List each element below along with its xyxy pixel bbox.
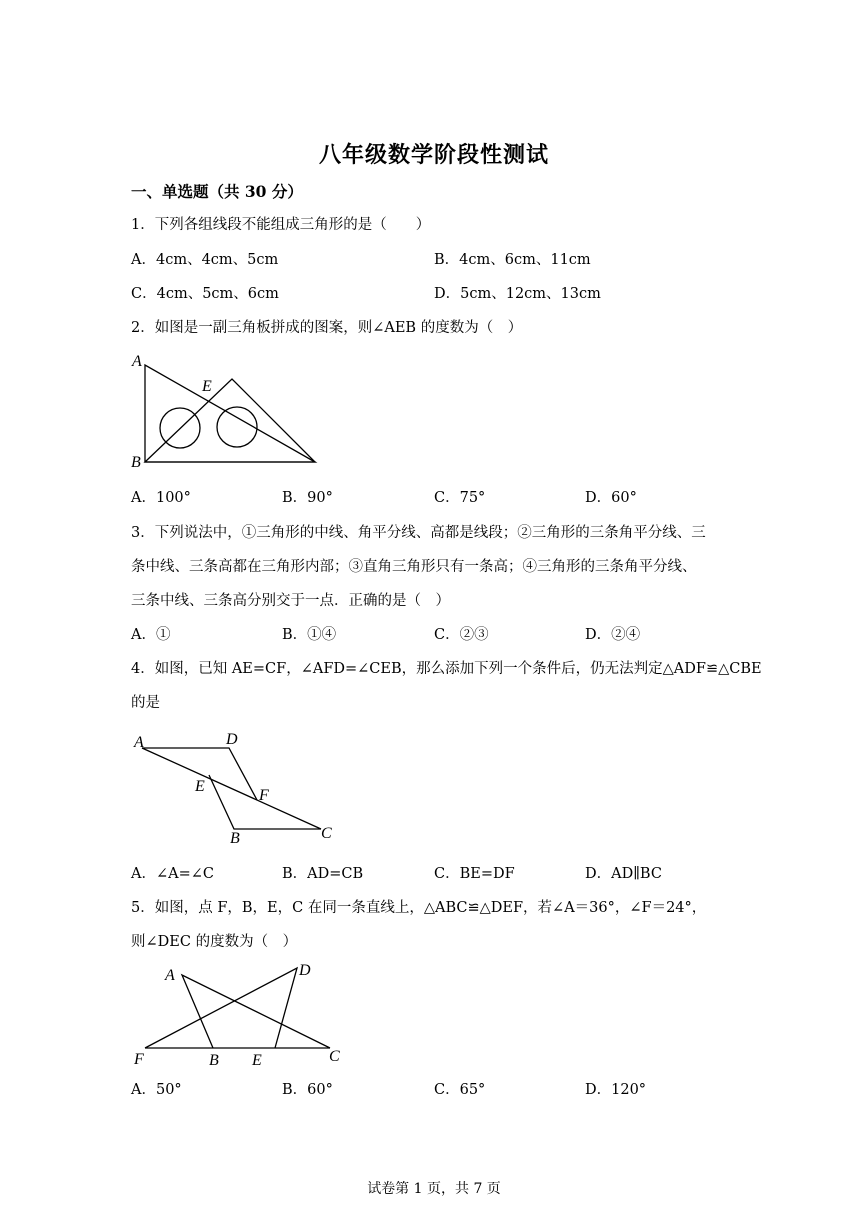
question-4-line-2: 的是 bbox=[131, 695, 160, 711]
q2-option-b: B．90° bbox=[282, 490, 333, 506]
q4-label-a: A bbox=[134, 734, 144, 751]
q4-label-c: C bbox=[321, 825, 332, 842]
question-2-stem: 2．如图是一副三角板拼成的图案，则∠AEB 的度数为（ ） bbox=[131, 320, 523, 336]
q5-option-a: A．50° bbox=[131, 1082, 182, 1098]
q3-option-a: A．① bbox=[131, 627, 171, 643]
q4-option-a: A．∠A=∠C bbox=[131, 866, 214, 882]
q2-triangle-1 bbox=[145, 365, 315, 462]
q2-option-d: D．60° bbox=[585, 490, 637, 506]
question-5-line-1: 5．如图，点 F，B，E，C 在同一条直线上，△ABC≌△DEF，若∠A＝36°，∠F＝24°， bbox=[131, 900, 707, 916]
q5-option-c: C．65° bbox=[434, 1082, 486, 1098]
question-4-line-1: 4．如图，已知 AE=CF，∠AFD=∠CEB，那么添加下列一个条件后，仍无法判定△ADF≌△CBE bbox=[131, 661, 762, 677]
q2-label-a: A bbox=[132, 353, 142, 370]
q4-line-ac bbox=[142, 748, 321, 829]
q1-option-c: C．4cm、5cm、6cm bbox=[131, 286, 279, 302]
q4-option-d: D．AD∥BC bbox=[585, 866, 662, 882]
q5-label-e: E bbox=[252, 1052, 262, 1069]
q4-option-b: B．AD=CB bbox=[282, 866, 364, 882]
q2-triangle-2 bbox=[145, 379, 315, 462]
q4-figure bbox=[125, 728, 345, 848]
page-title: 八年级数学阶段性测试 bbox=[318, 142, 549, 168]
q1-option-d: D．5cm、12cm、13cm bbox=[434, 286, 601, 302]
q4-label-b: B bbox=[230, 830, 240, 847]
q5-label-c: C bbox=[329, 1048, 340, 1065]
q4-label-e: E bbox=[195, 778, 205, 795]
q5-label-b: B bbox=[209, 1052, 219, 1069]
q5-option-d: D．120° bbox=[585, 1082, 647, 1098]
q3-option-c: C．②③ bbox=[434, 627, 489, 643]
q3-option-b: B．①④ bbox=[282, 627, 337, 643]
q2-option-c: C．75° bbox=[434, 490, 486, 506]
q1-option-a: A．4cm、4cm、5cm bbox=[131, 252, 279, 268]
q4-option-c: C．BE=DF bbox=[434, 866, 515, 882]
q2-label-e: E bbox=[202, 378, 212, 395]
q5-figure bbox=[125, 955, 355, 1070]
q2-figure bbox=[125, 348, 325, 473]
q2-label-b: B bbox=[131, 454, 141, 471]
q4-label-f: F bbox=[259, 787, 269, 804]
section-heading: 一、单选题（共 30 分） bbox=[131, 182, 303, 201]
q1-option-b: B．4cm、6cm、11cm bbox=[434, 252, 591, 268]
question-3-line-1: 3．下列说法中，①三角形的中线、角平分线、高都是线段；②三角形的三条角平分线、三 bbox=[131, 525, 706, 541]
q5-triangle-abc bbox=[182, 975, 330, 1048]
q5-label-f: F bbox=[134, 1051, 144, 1068]
q2-option-a: A．100° bbox=[131, 490, 191, 506]
question-5-line-2: 则∠DEC 的度数为（ ） bbox=[131, 934, 298, 950]
q4-label-d: D bbox=[226, 731, 238, 748]
q5-label-a: A bbox=[165, 967, 175, 984]
question-3-line-2: 条中线、三条高都在三角形内部；③直角三角形只有一条高；④三角形的三条角平分线、 bbox=[131, 559, 697, 575]
q5-label-d: D bbox=[299, 962, 311, 979]
question-1-stem: 1．下列各组线段不能组成三角形的是（ ） bbox=[131, 217, 431, 233]
page-footer: 试卷第 1 页，共 7 页 bbox=[367, 1181, 501, 1197]
q2-circle-2 bbox=[217, 407, 257, 447]
question-3-line-3: 三条中线、三条高分别交于一点．正确的是（ ） bbox=[131, 593, 450, 609]
q3-option-d: D．②④ bbox=[585, 627, 641, 643]
q5-option-b: B．60° bbox=[282, 1082, 333, 1098]
